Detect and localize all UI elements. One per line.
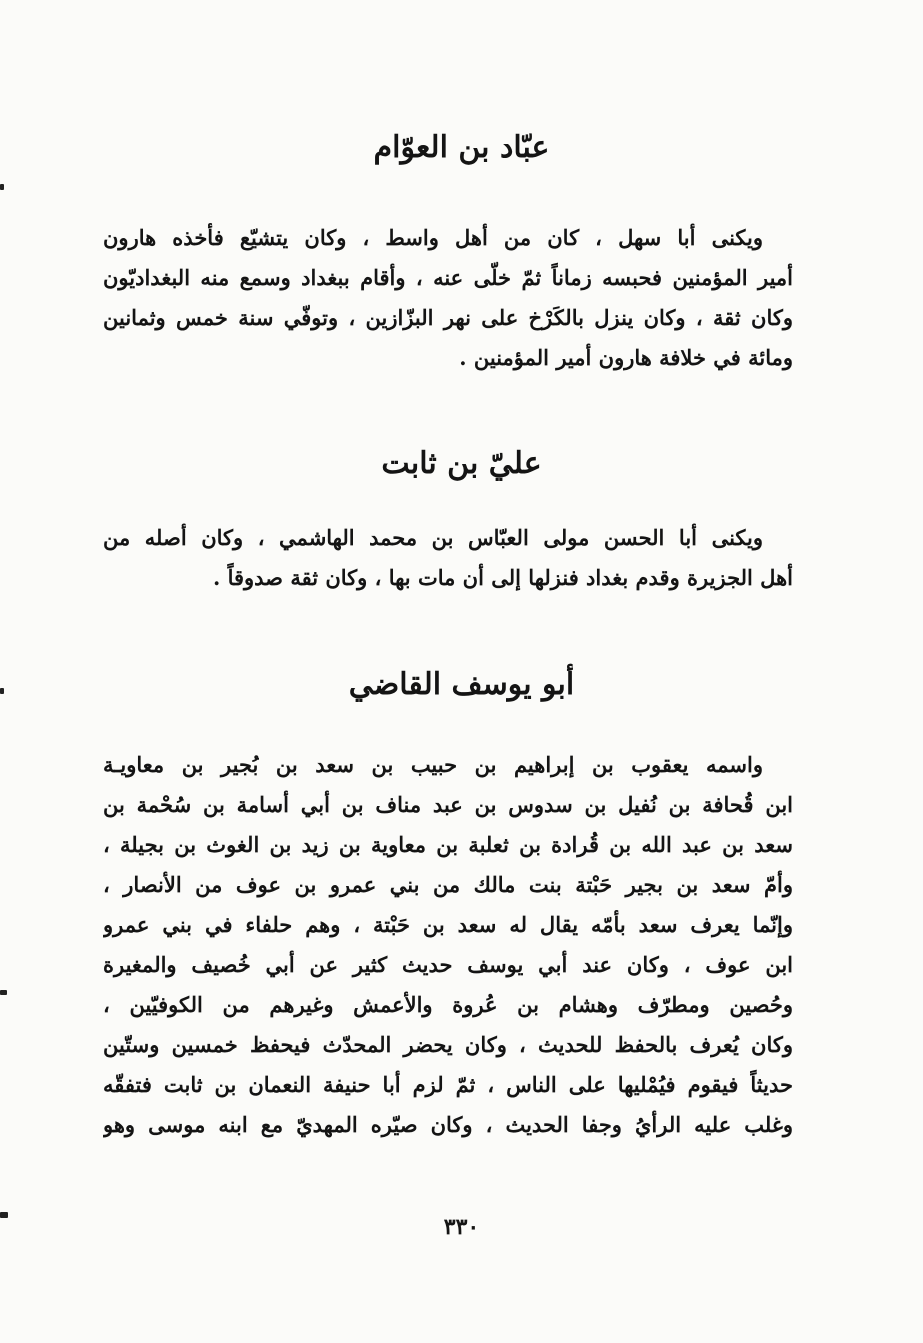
text-line: وإنّما يعرف سعد بأمّه يقال له سعد بن حَبْتة ، وهم حلفاء في بني عمرو — [103, 912, 793, 937]
text-line: وأمّ سعد بن بجير حَبْتة بنت مالك من بني عمرو بن عوف من الأنصار ، — [103, 872, 793, 897]
text-line: واسمه يعقوب بن إبراهيم بن حبيب بن سعد بن بُجير بن معاويـة — [103, 752, 763, 777]
section-title-abbad: عبّاد بن العوّام — [373, 130, 550, 165]
text-line: ابن قُحافة بن نُفيل بن سدوس بن عبد مناف بن أبي أسامة بن سُحْمة بن — [103, 792, 793, 817]
section-body-abbad — [103, 218, 793, 378]
scan-edge-mark — [0, 990, 7, 995]
text-line: ومائة في خلافة هارون أمير المؤمنين . — [459, 345, 793, 370]
text-line: وكان يُعرف بالحفظ للحديث ، وكان يحضر المحدّث فيحفظ خمسين وستّين — [103, 1032, 793, 1057]
text-line: ويكنى أبا الحسن مولى العبّاس بن محمد الهاشمي ، وكان أصله من — [103, 525, 763, 550]
section-body-abu-yusuf — [103, 745, 793, 1145]
section-title-abu-yusuf: أبو يوسف القاضي — [348, 667, 575, 702]
section-body-ali — [103, 518, 793, 598]
text-line: أمير المؤمنين فحبسه زماناً ثمّ خلّى عنه ، وأقام ببغداد وسمع منه البغداديّون — [103, 265, 793, 290]
scan-edge-mark — [0, 688, 4, 694]
text-line: وغلب عليه الرأيُ وجفا الحديث ، وكان صيّره المهديّ مع ابنه موسى وهو — [103, 1112, 793, 1137]
text-line: أهل الجزيرة وقدم بغداد فنزلها إلى أن مات بها ، وكان ثقة صدوقاً . — [212, 565, 793, 590]
section-title-ali: عليّ بن ثابت — [381, 446, 542, 481]
scan-edge-mark — [0, 1212, 8, 1218]
scan-edge-mark — [0, 184, 4, 190]
text-line: ويكنى أبا سهل ، كان من أهل واسط ، وكان يتشيّع فأخذه هارون — [103, 225, 763, 250]
text-line: وكان ثقة ، وكان ينزل بالكَرْخ على نهر البزّازين ، وتوفّي سنة خمس وثمانين — [103, 305, 793, 330]
text-line: سعد بن عبد الله بن قُرادة بن ثعلبة بن معاوية بن زيد بن الغوث بن بجيلة ، — [103, 832, 793, 857]
text-line: حديثاً فيقوم فيُمْليها على الناس ، ثمّ لزم أبا حنيفة النعمان بن ثابت فتفقّه — [103, 1072, 793, 1097]
text-line: وحُصين ومطرّف وهشام بن عُروة والأعمش وغيرهم من الكوفيّين ، — [103, 992, 793, 1017]
page-number: ٣٣٠ — [443, 1214, 480, 1240]
text-line: ابن عوف ، وكان عند أبي يوسف حديث كثير عن أبي خُصيف والمغيرة — [103, 952, 793, 977]
